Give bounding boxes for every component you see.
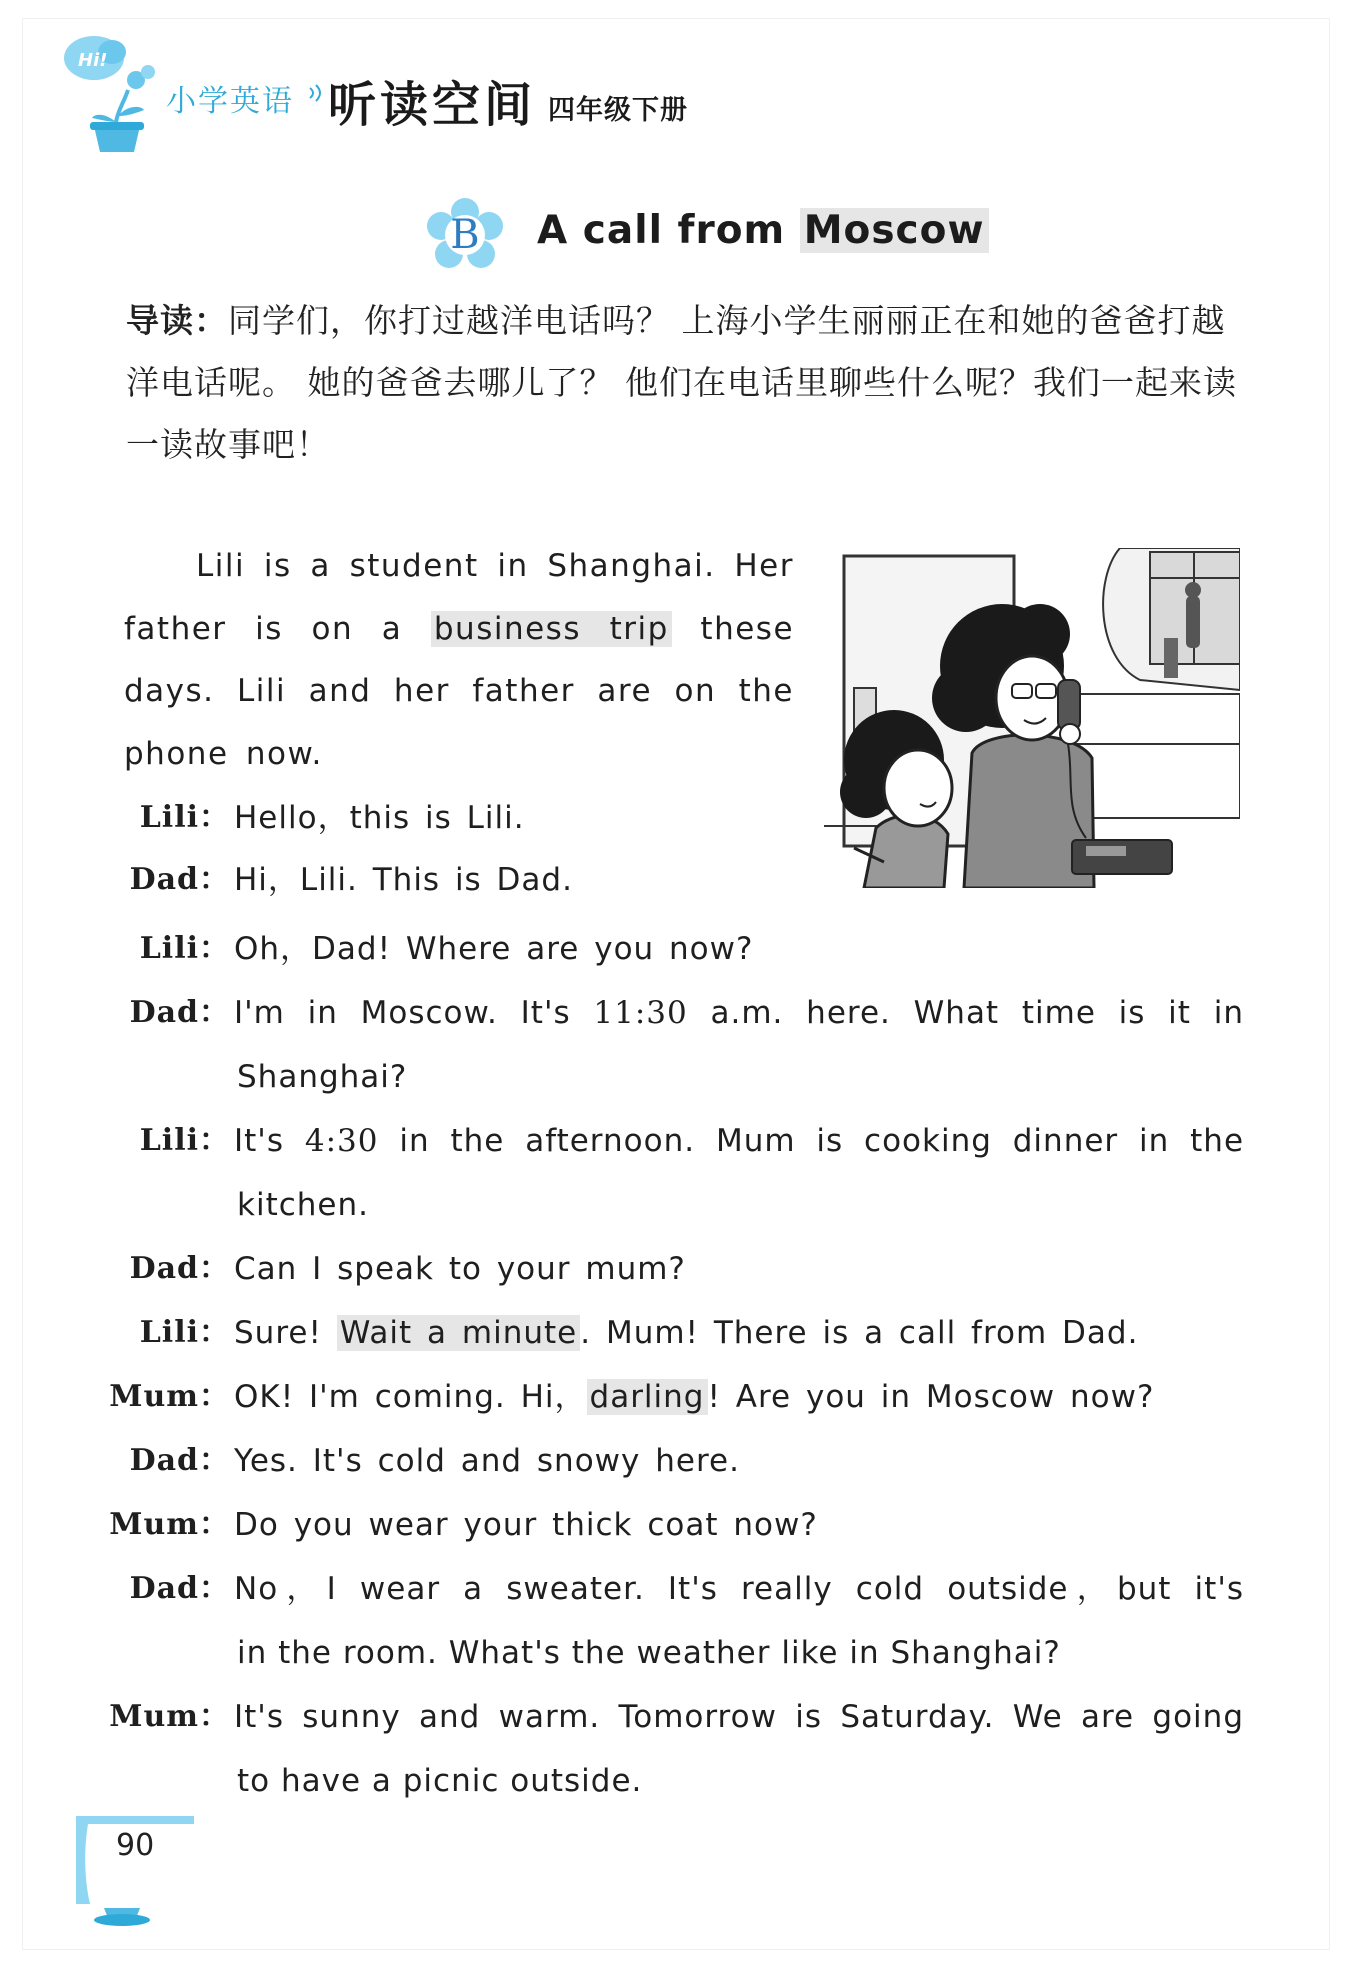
utterance-text (234, 1365, 1244, 1429)
utterance-part: ! Are you in Moscow now? (707, 1379, 1155, 1415)
utterance-text: No，I wear a sweater. It's really cold outside，but it's (234, 1571, 1244, 1607)
book-header (58, 30, 758, 160)
dialogue-line-continued (0, 1749, 1350, 1813)
speaker-label: Lili： (139, 800, 230, 835)
speaker-label: Dad： (129, 1443, 230, 1478)
book-title: 听读空间 (328, 77, 537, 133)
dialogue-line (0, 786, 1350, 850)
speaker-label: Dad： (129, 995, 230, 1030)
story-narration (124, 535, 794, 785)
utterance-text: It's sunny and warm. Tomorrow is Saturday. We are going (234, 1699, 1244, 1735)
speaker-label: Dad： (129, 862, 230, 897)
series-title: 小学英语 (166, 84, 294, 119)
story-title-prefix: A call from (537, 208, 786, 253)
narration-key-phrase: business trip (431, 611, 672, 647)
dialogue-line (0, 1109, 1350, 1173)
dialogue-line (0, 1429, 1350, 1493)
utterance-text: Do you wear your thick coat now? (234, 1507, 818, 1543)
utterance-text: Hi，Lili. This is Dad. (234, 862, 573, 898)
speaker-label: Dad： (129, 1251, 230, 1286)
utterance-text (234, 1301, 1244, 1365)
time-value: 11:30 (593, 995, 688, 1031)
utterance-text: Oh，Dad! Where are you now? (234, 931, 754, 967)
story-title (537, 208, 989, 253)
utterance-part: OK! I'm coming. Hi， (234, 1379, 587, 1415)
speaker-label: Lili： (139, 1315, 230, 1350)
logo-badge-text: Hi! (78, 50, 108, 71)
utterance-text (234, 1109, 1244, 1173)
utterance-continuation: kitchen. (237, 1187, 369, 1223)
utterance-text: Yes. It's cold and snowy here. (234, 1443, 740, 1479)
dialogue-line (0, 1301, 1350, 1365)
dialogue-line (0, 917, 1350, 981)
section-badge-letter: B (450, 212, 480, 258)
narration-part-1: Lili is a student in Shanghai. Her father is on a (124, 548, 794, 647)
dialogue-line (0, 1237, 1350, 1301)
utterance-part: in the afternoon. Mum is cooking dinner in the (399, 1123, 1244, 1159)
utterance-part: Sure! (234, 1315, 322, 1351)
dialogue-line (0, 1685, 1350, 1749)
speaker-label: Mum： (109, 1379, 230, 1414)
dialogue-line (0, 1557, 1350, 1621)
page-number: 90 (116, 1828, 155, 1863)
utterance-part: . Mum! There is a call from Dad. (580, 1315, 1139, 1351)
dialogue-line (0, 1493, 1350, 1557)
page-number-tab-icon (70, 1808, 200, 1928)
reading-guide (126, 290, 1244, 476)
utterance-continuation: to have a picnic outside. (237, 1763, 643, 1799)
grade-label: 四年级下册 (548, 95, 688, 126)
key-phrase: Wait a minute (337, 1315, 580, 1351)
dialogue-line (0, 848, 1350, 912)
utterance-part: It's (234, 1123, 284, 1159)
speaker-label: Lili： (139, 1123, 230, 1158)
utterance-part: a.m. here. What time is it in (710, 995, 1244, 1031)
dialogue-line-continued (0, 1045, 1350, 1109)
dialogue-line-continued (0, 1173, 1350, 1237)
flower-pot-logo-icon (58, 30, 168, 155)
reading-guide-label: 导读： (126, 301, 228, 340)
time-value: 4:30 (304, 1123, 379, 1159)
utterance-part: I'm in Moscow. It's (234, 995, 571, 1031)
speaker-label: Mum： (109, 1507, 230, 1542)
reading-guide-text: 同学们，你打过越洋电话吗？ 上海小学生丽丽正在和她的爸爸打越洋电话呢。 她的爸爸去哪儿了？ 他们在电话里聊些什么呢？我们一起来读一读故事吧！ (126, 301, 1237, 464)
utterance-text (234, 981, 1244, 1045)
speaker-label: Lili： (139, 931, 230, 966)
utterance-continuation: Shanghai? (237, 1059, 408, 1095)
utterance-text: Hello，this is Lili. (234, 800, 525, 836)
speaker-label: Mum： (109, 1699, 230, 1734)
speaker-label: Dad： (129, 1571, 230, 1606)
dialogue-line (0, 981, 1350, 1045)
key-phrase: darling (587, 1379, 708, 1415)
dialogue-line-continued (0, 1621, 1350, 1685)
dialogue-line (0, 1365, 1350, 1429)
narration-part-2: these days. Lili and her father are on the phone now. (124, 610, 795, 772)
utterance-continuation: in the room. What's the weather like in Shanghai? (237, 1635, 1061, 1671)
story-title-highlight: Moscow (800, 208, 989, 253)
utterance-text: Can I speak to your mum? (234, 1251, 686, 1287)
